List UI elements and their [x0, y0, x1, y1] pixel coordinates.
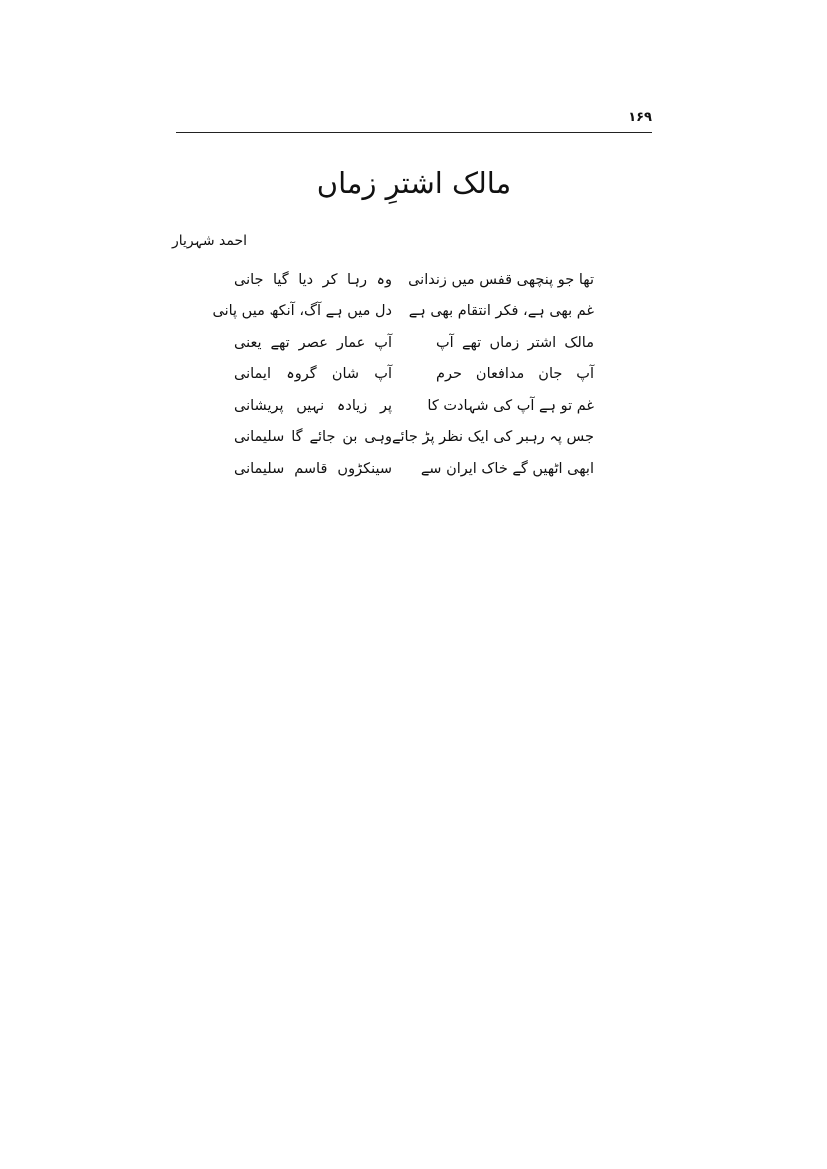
- verse-first-line: جس پہ رہبر کی ایک نظر پڑ جائے: [391, 429, 594, 446]
- couplet: [234, 390, 594, 422]
- page-number: ۱۶۹: [628, 110, 652, 125]
- verse-first-line: غم بھی ہے، فکر انتقام بھی ہے: [408, 303, 594, 320]
- couplet: [234, 422, 594, 454]
- verse-second-line: دل میں ہے آگ، آنکھ میں پانی: [212, 303, 392, 320]
- verse-second-line: وہ رہا کر دیا گیا جانی: [234, 271, 392, 288]
- couplet: [234, 359, 594, 391]
- verse-second-line: وہی بن جائے گا سلیمانی: [234, 429, 392, 446]
- verse-first-line: آپ جان مدافعان حرم: [436, 366, 594, 383]
- couplet: [234, 327, 594, 359]
- verse-first-line: غم تو ہے آپ کی شہادت کا: [427, 397, 594, 414]
- verse-second-line: آپ شان گروہ ایمانی: [234, 366, 392, 383]
- verse-second-line: آپ عمار عصر تھے یعنی: [234, 334, 392, 351]
- couplet: [234, 264, 594, 296]
- verse-second-line: سینکڑوں قاسم سلیمانی: [234, 460, 392, 477]
- header-rule: [176, 132, 652, 133]
- couplet: [234, 453, 594, 485]
- verse-first-line: تھا جو پنچھی قفس میں زندانی: [408, 271, 594, 288]
- couplet: [212, 296, 594, 328]
- poet-name: احمد شہریار: [172, 233, 248, 249]
- verse-first-line: ابھی اٹھیں گے خاک ایران سے: [420, 460, 594, 477]
- verse-second-line: پر زیادہ نہیں پریشانی: [234, 397, 392, 414]
- verse-first-line: مالک اشتر زماں تھے آپ: [436, 334, 594, 351]
- verses: [212, 264, 594, 485]
- poem-title: مالک اشترِ زماں: [316, 166, 512, 200]
